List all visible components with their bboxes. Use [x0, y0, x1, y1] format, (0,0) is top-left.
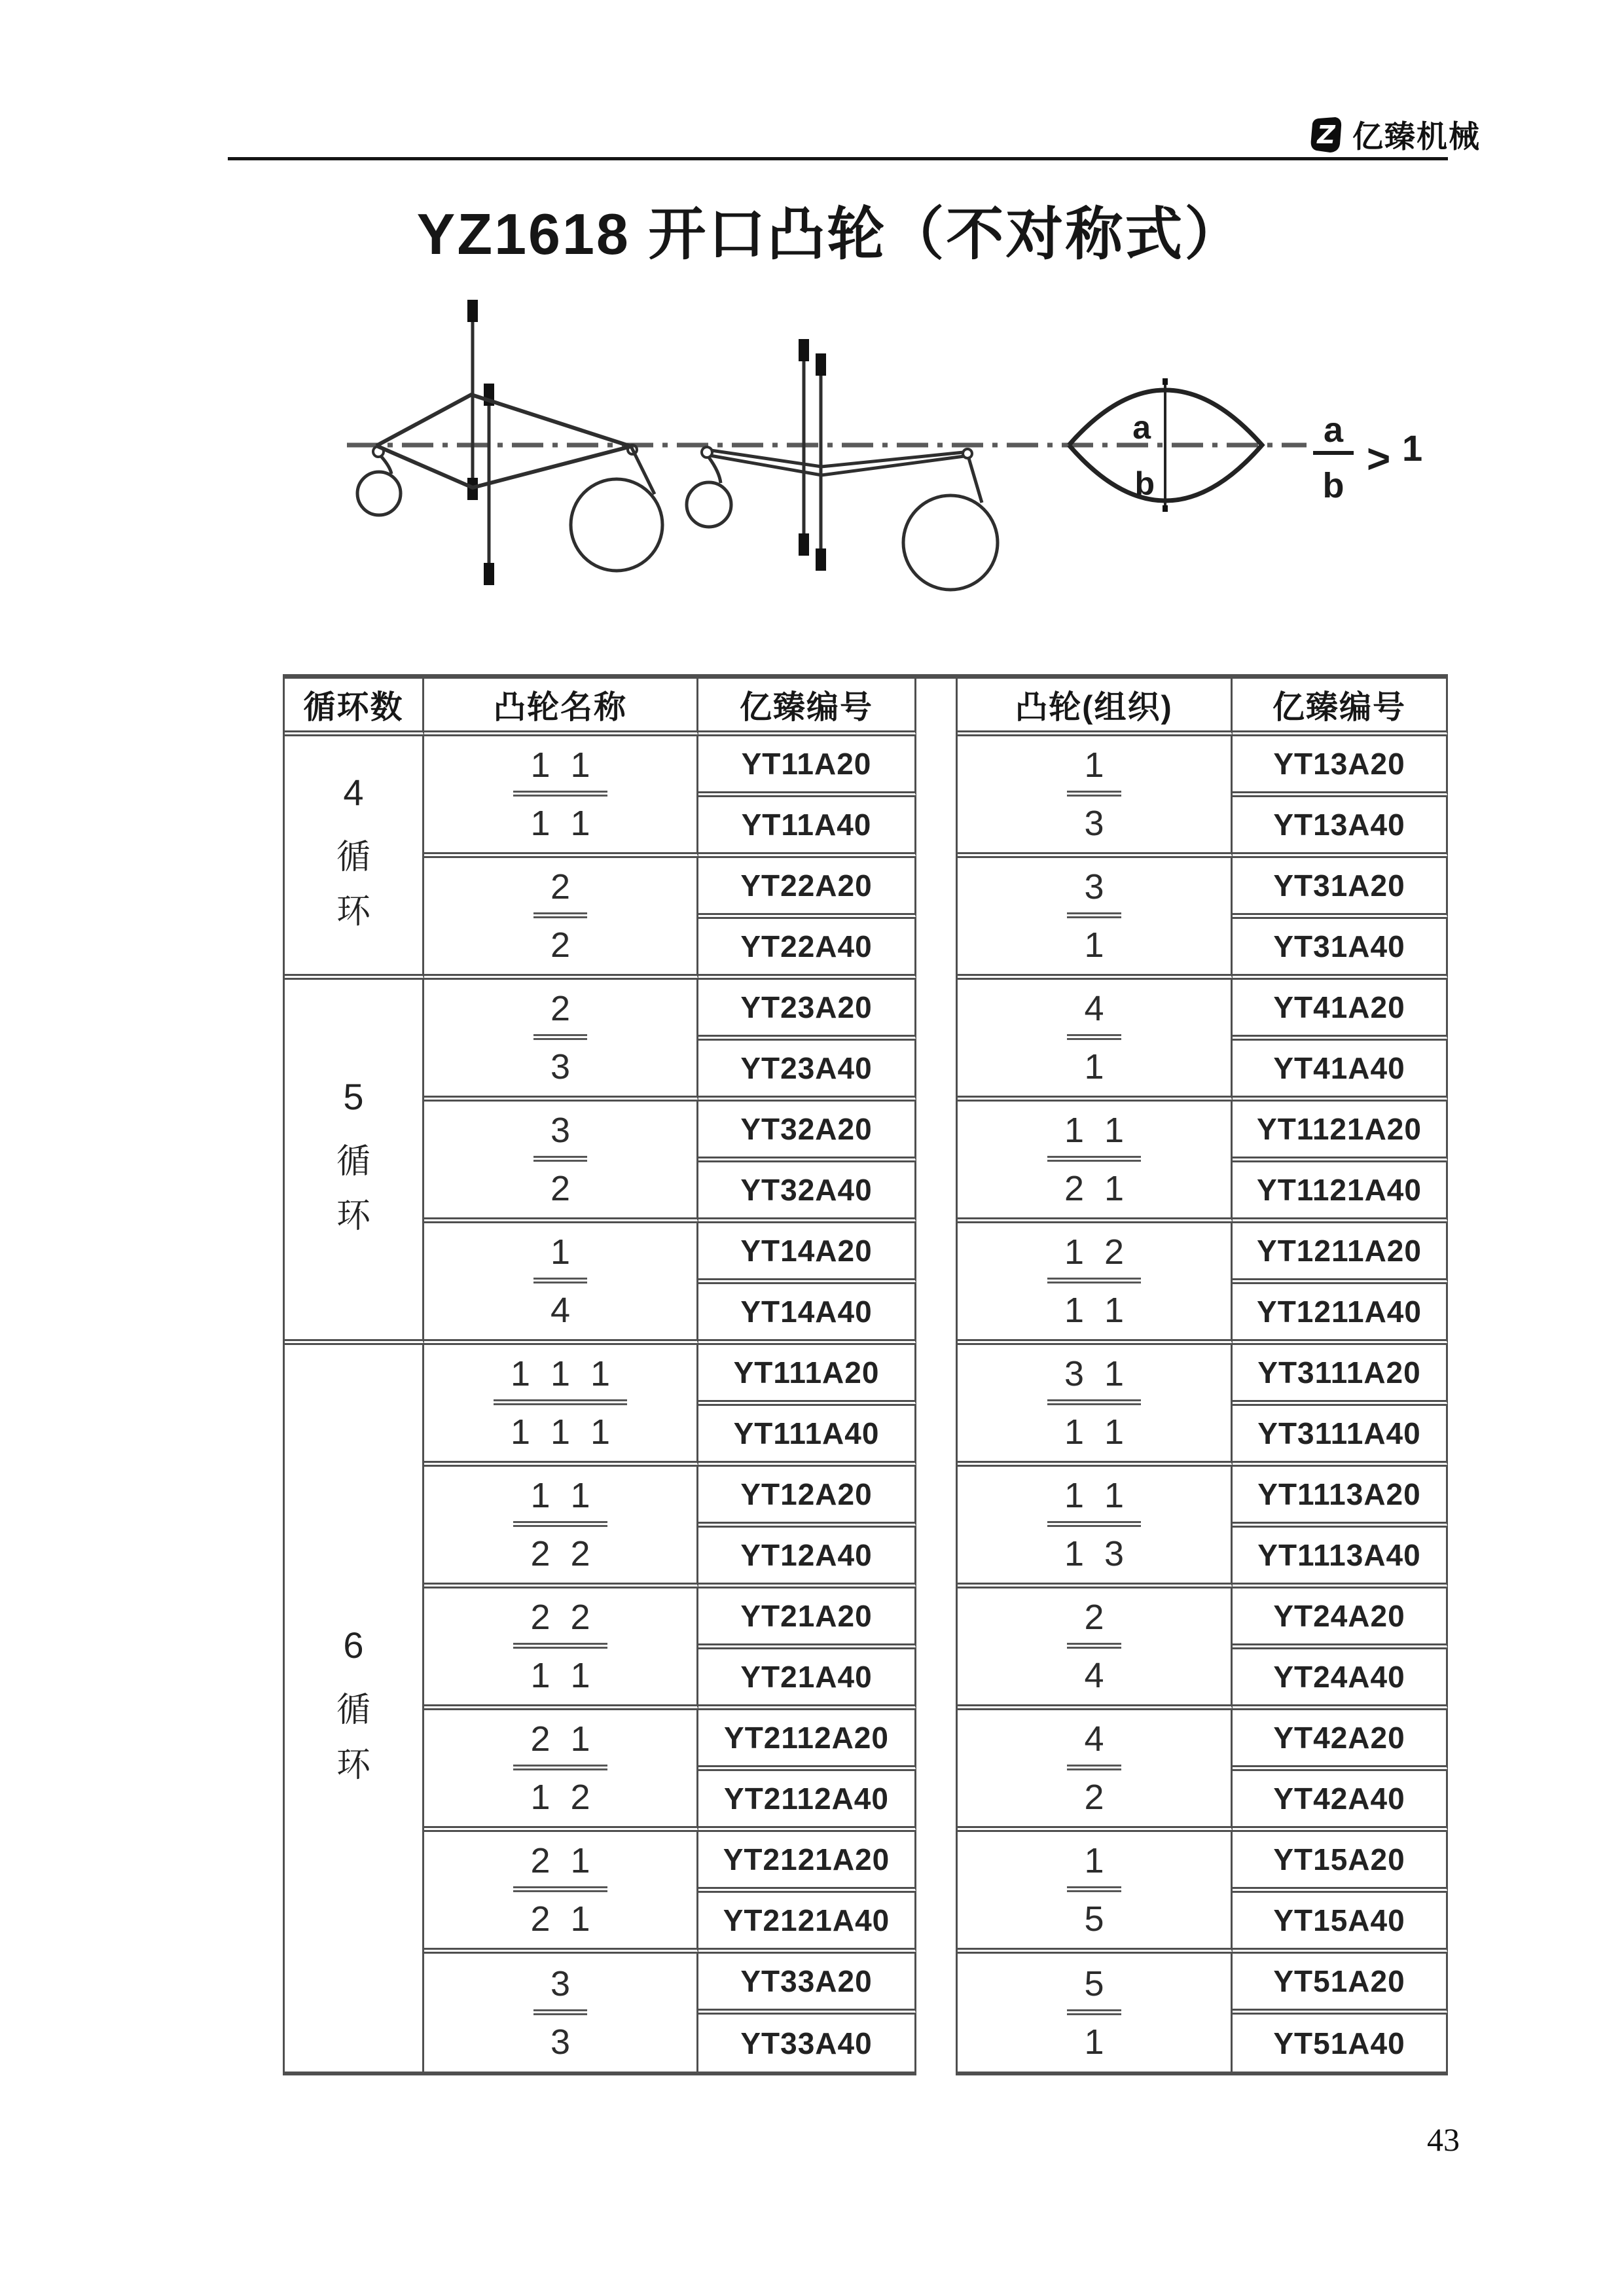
- cam-code-cell: YT15A20: [1233, 1832, 1448, 1893]
- cam-code-cell: YT32A40: [698, 1162, 916, 1223]
- cam-fraction: [1067, 745, 1121, 844]
- fraction-numerator: 1 1 1: [494, 1354, 627, 1405]
- fraction-denominator: 3: [550, 1047, 571, 1086]
- cam-fraction: [513, 745, 607, 844]
- cam-name-cell: [424, 1588, 698, 1710]
- fraction-denominator: 4: [1084, 1656, 1104, 1695]
- brand-logo-icon: [1309, 117, 1343, 153]
- cam-code-cell: YT51A40: [1233, 2015, 1448, 2075]
- cam-code-cell: YT24A40: [1233, 1649, 1448, 1710]
- left-cord: [709, 457, 721, 483]
- cam-fraction: [494, 1354, 627, 1452]
- fraction-numerator: 2 1: [513, 1840, 607, 1892]
- cam-fraction: [513, 1475, 607, 1574]
- cam-code-cell: YT31A40: [1233, 919, 1448, 980]
- fraction-numerator: 3 1: [1047, 1354, 1141, 1405]
- col-header-code-left: 亿臻编号: [698, 679, 916, 736]
- cam-code-cell: YT1113A40: [1233, 1528, 1448, 1588]
- fraction-numerator: 3: [533, 1110, 587, 1162]
- cam-name-cell: [424, 1223, 698, 1345]
- cam-code-cell: YT51A20: [1233, 1954, 1448, 2015]
- fraction-numerator: 2: [1067, 1597, 1121, 1649]
- cam-weave-cell: [958, 1588, 1233, 1710]
- page-number: 43: [1427, 2121, 1460, 2158]
- needle-1-top-butt: [467, 300, 478, 322]
- cam-code-cell: YT14A40: [698, 1284, 916, 1345]
- small-roller: [687, 482, 731, 527]
- fraction-numerator: 1 1: [513, 745, 607, 797]
- cam-fraction: [533, 867, 587, 965]
- cam-fraction: [1047, 1232, 1141, 1331]
- cam-name-cell: [424, 1102, 698, 1223]
- fraction-denominator: 3: [1084, 804, 1104, 843]
- fraction-denominator: 1 1 1: [510, 1412, 611, 1452]
- fraction-numerator: 3: [533, 1964, 587, 2015]
- ratio-formula: [1313, 410, 1422, 505]
- yarn-diamond: [376, 395, 631, 488]
- cam-fraction: [1067, 988, 1121, 1087]
- fraction-denominator: 2 1: [1064, 1169, 1125, 1208]
- cam-code-cell: YT2121A40: [698, 1893, 916, 1954]
- cam-code-cell: YT1211A40: [1233, 1284, 1448, 1345]
- fraction-denominator: 2: [550, 925, 571, 965]
- cam-weave-cell: [958, 1102, 1233, 1223]
- dim-label-b: b: [1134, 465, 1155, 502]
- fraction-numerator: 2 2: [513, 1597, 607, 1649]
- cam-fraction: [533, 1232, 587, 1331]
- cam-fraction: [1047, 1110, 1141, 1209]
- cycle-cell: [285, 980, 424, 1345]
- cam-name-cell: [424, 1345, 698, 1467]
- fraction-denominator: 1 1: [530, 1656, 590, 1695]
- fraction-denominator: 1 1: [1064, 1412, 1125, 1452]
- cam-code-cell: YT1113A20: [1233, 1467, 1448, 1528]
- fraction-denominator: 1 1: [1064, 1291, 1125, 1330]
- brand-name: 亿臻机械: [1352, 119, 1481, 154]
- header-rule: [228, 157, 1448, 160]
- fraction-numerator: 2: [533, 867, 587, 918]
- cycle-word: 循环: [336, 1142, 370, 1235]
- fraction-numerator: 2: [533, 988, 587, 1040]
- large-roller: [903, 495, 998, 590]
- fraction-denominator: 5: [1084, 1899, 1104, 1939]
- cam-code-cell: YT111A40: [698, 1406, 916, 1467]
- cam-fraction: [1067, 1597, 1121, 1696]
- brand-logo-letter: Z: [1317, 120, 1335, 149]
- fraction-numerator: 1 1: [1047, 1475, 1141, 1527]
- fraction-denominator: 2 2: [530, 1534, 590, 1573]
- fraction-denominator: 1: [1084, 1047, 1104, 1086]
- ratio-operator: >: [1367, 437, 1391, 482]
- cycle-count: 5: [343, 1075, 364, 1117]
- fraction-numerator: 1: [1067, 1840, 1121, 1892]
- fraction-numerator: 4: [1067, 1719, 1121, 1770]
- cam-code-cell: YT13A20: [1233, 736, 1448, 797]
- fraction-numerator: 1 1: [1047, 1110, 1141, 1162]
- table-spacer-column: [916, 679, 958, 2075]
- right-guide-eye: [963, 449, 972, 458]
- cam-fraction: [533, 1110, 587, 1209]
- fraction-denominator: 1: [1084, 2022, 1104, 2062]
- large-roller: [571, 479, 662, 571]
- col-header-cycle-count: 循环数: [285, 679, 424, 736]
- cam-weave-cell: [958, 1832, 1233, 1954]
- cycle-word: 循环: [336, 1691, 370, 1784]
- fraction-numerator: 4: [1067, 988, 1121, 1040]
- cam-code-cell: YT2112A40: [698, 1771, 916, 1832]
- cam-code-cell: YT11A40: [698, 797, 916, 858]
- dimension-tick-top: [1163, 378, 1168, 385]
- cam-weave-cell: [958, 1954, 1233, 2075]
- cam-code-cell: YT1121A40: [1233, 1162, 1448, 1223]
- cam-weave-cell: [958, 1710, 1233, 1832]
- dimension-tick-bottom: [1163, 505, 1168, 512]
- ratio-value: 1: [1402, 427, 1423, 469]
- cam-code-cell: YT22A20: [698, 858, 916, 919]
- cam-code-cell: YT33A20: [698, 1954, 916, 2015]
- ratio-numerator: a: [1323, 410, 1344, 450]
- cam-code-cell: YT11A20: [698, 736, 916, 797]
- dim-label-a: a: [1132, 409, 1151, 446]
- page-title: YZ1618 开口凸轮（不对称式）: [416, 202, 1244, 266]
- cam-code-cell: YT12A40: [698, 1528, 916, 1588]
- cam-code-cell: YT41A20: [1233, 980, 1448, 1041]
- ratio-denominator: b: [1322, 466, 1344, 505]
- needle-2-top-butt: [816, 353, 826, 376]
- cam-fraction: [1067, 1719, 1121, 1818]
- fraction-numerator: 1 2: [1047, 1232, 1141, 1283]
- cam-code-cell: YT12A20: [698, 1467, 916, 1528]
- fraction-numerator: 3: [1067, 867, 1121, 918]
- cam-name-cell: [424, 736, 698, 858]
- cam-name-cell: [424, 858, 698, 980]
- needle-2-bottom-butt: [816, 548, 826, 571]
- cam-fraction: [513, 1597, 607, 1696]
- cam-name-cell: [424, 1467, 698, 1588]
- cam-fraction: [513, 1840, 607, 1939]
- needle-1-top-butt: [799, 339, 809, 361]
- fraction-denominator: 2: [1084, 1778, 1104, 1817]
- fraction-numerator: 1 1: [513, 1475, 607, 1527]
- cycle-cell: [285, 1345, 424, 2075]
- cam-fraction: [513, 1719, 607, 1818]
- cam-code-cell: YT41A40: [1233, 1041, 1448, 1102]
- cam-code-cell: YT2121A20: [698, 1832, 916, 1893]
- cam-name-cell: [424, 1832, 698, 1954]
- cam-code-cell: YT1121A20: [1233, 1102, 1448, 1162]
- cam-code-cell: YT32A20: [698, 1102, 916, 1162]
- open-shed-figure: [357, 300, 662, 585]
- cycle-count: 4: [343, 771, 364, 813]
- fraction-denominator: 2 1: [530, 1899, 590, 1939]
- fraction-denominator: 2: [550, 1169, 571, 1208]
- cam-code-cell: YT111A20: [698, 1345, 916, 1406]
- cam-fraction: [533, 1964, 587, 2062]
- fraction-denominator: 1 1: [530, 804, 590, 843]
- col-header-cam-name: 凸轮名称: [424, 679, 698, 736]
- fraction-denominator: 1: [1084, 925, 1104, 965]
- cam-code-cell: YT33A40: [698, 2015, 916, 2075]
- cam-code-cell: YT13A40: [1233, 797, 1448, 858]
- needle-1-bottom-butt: [799, 533, 809, 556]
- cam-code-cell: YT3111A40: [1233, 1406, 1448, 1467]
- cam-fraction: [1047, 1475, 1141, 1574]
- cam-fraction: [1067, 1840, 1121, 1939]
- cam-weave-cell: [958, 858, 1233, 980]
- cam-fraction: [1047, 1354, 1141, 1452]
- fraction-denominator: 4: [550, 1291, 571, 1330]
- cam-weave-cell: [958, 980, 1233, 1102]
- cam-code-cell: YT15A40: [1233, 1893, 1448, 1954]
- cam-code-cell: YT23A40: [698, 1041, 916, 1102]
- col-header-cam-weave: 凸轮(组织): [958, 679, 1233, 736]
- cam-code-cell: YT31A20: [1233, 858, 1448, 919]
- cam-code-cell: YT3111A20: [1233, 1345, 1448, 1406]
- fraction-numerator: 2 1: [513, 1719, 607, 1770]
- cam-weave-cell: [958, 1467, 1233, 1588]
- cam-code-cell: YT14A20: [698, 1223, 916, 1284]
- cam-diagram: [327, 281, 1440, 596]
- cam-code-cell: YT23A20: [698, 980, 916, 1041]
- cam-code-cell: YT21A20: [698, 1588, 916, 1649]
- fraction-denominator: 1 2: [530, 1778, 590, 1817]
- cam-table: [283, 674, 1448, 2075]
- fraction-denominator: 3: [550, 2022, 571, 2062]
- cam-name-cell: [424, 980, 698, 1102]
- cam-code-cell: YT22A40: [698, 919, 916, 980]
- cam-code-cell: YT21A40: [698, 1649, 916, 1710]
- cycle-cell: [285, 736, 424, 980]
- cam-code-cell: YT1211A20: [1233, 1223, 1448, 1284]
- cycle-count: 6: [343, 1624, 364, 1666]
- cam-code-cell: YT2112A20: [698, 1710, 916, 1771]
- small-roller: [357, 472, 401, 515]
- fraction-numerator: 1: [1067, 745, 1121, 797]
- brand: [1309, 113, 1481, 156]
- cam-code-cell: YT24A20: [1233, 1588, 1448, 1649]
- right-cord: [969, 458, 982, 503]
- cam-code-cell: YT42A20: [1233, 1710, 1448, 1771]
- cam-fraction: [1067, 867, 1121, 965]
- cam-weave-cell: [958, 1345, 1233, 1467]
- cam-weave-cell: [958, 736, 1233, 858]
- cam-name-cell: [424, 1954, 698, 2075]
- col-header-code-right: 亿臻编号: [1233, 679, 1448, 736]
- yarn-upper: [711, 450, 964, 467]
- fraction-numerator: 5: [1067, 1964, 1121, 2015]
- cam-weave-cell: [958, 1223, 1233, 1345]
- cam-name-cell: [424, 1710, 698, 1832]
- closed-shed-figure: [687, 339, 998, 590]
- fraction-denominator: 1 3: [1064, 1534, 1125, 1573]
- needle-2-bottom-butt: [484, 563, 494, 585]
- cam-fraction: [1067, 1964, 1121, 2062]
- cam-fraction: [533, 988, 587, 1087]
- cam-code-cell: YT42A40: [1233, 1771, 1448, 1832]
- cycle-word: 循环: [336, 838, 370, 931]
- fraction-numerator: 1: [533, 1232, 587, 1283]
